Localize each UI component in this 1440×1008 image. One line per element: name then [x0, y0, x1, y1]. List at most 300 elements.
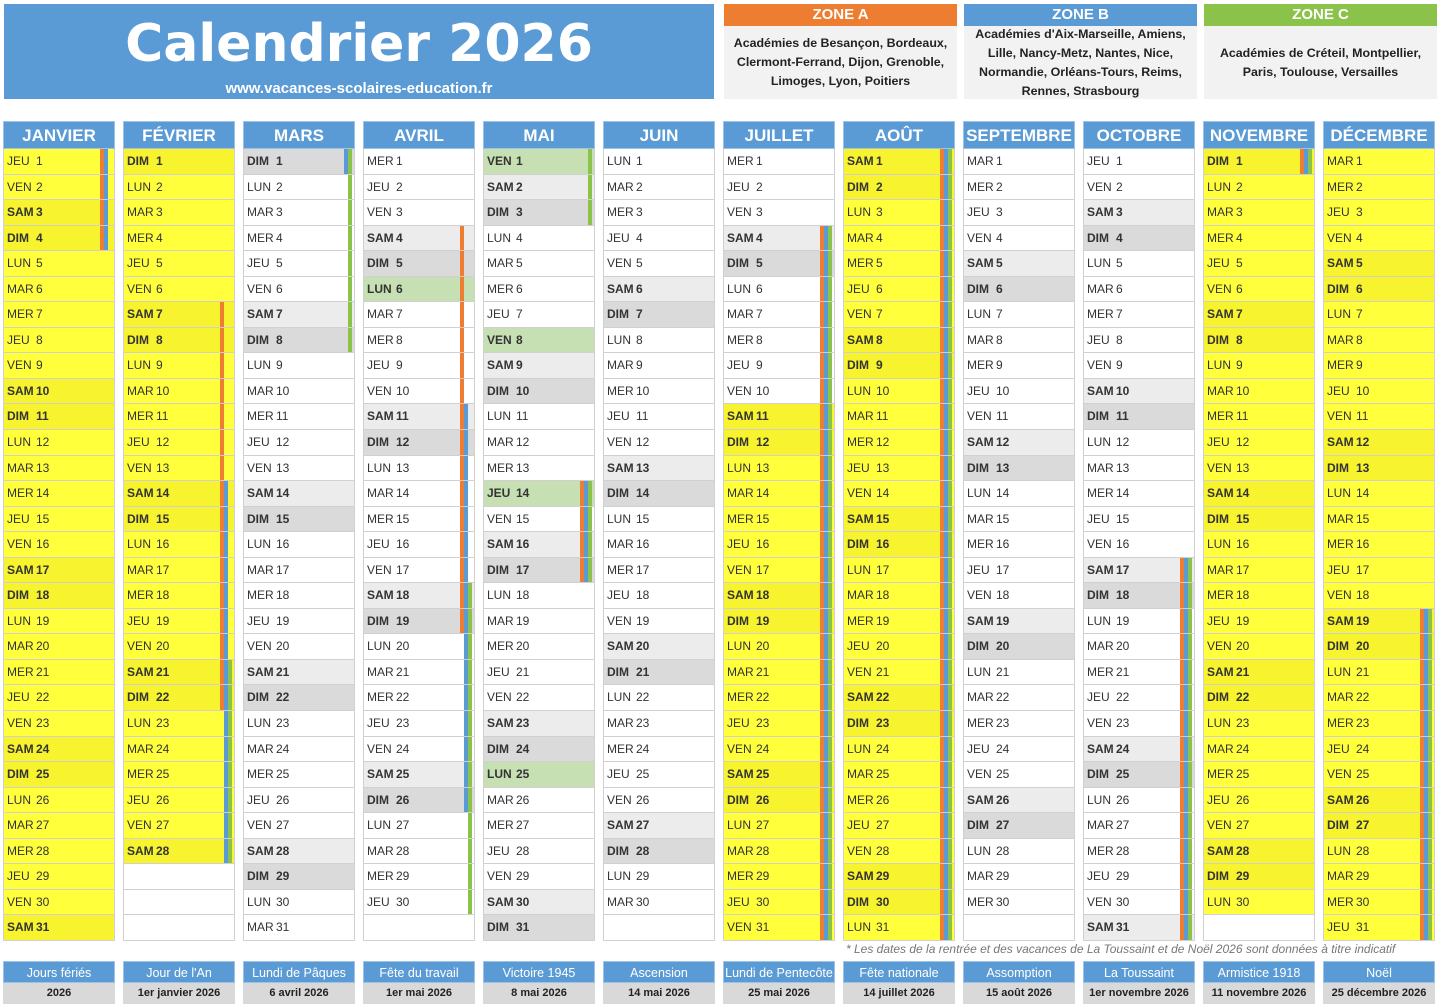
weekday-label: JEU — [1207, 256, 1230, 271]
zone-a-vacation-bar — [220, 328, 224, 354]
holiday-date: 1er mai 2026 — [363, 983, 475, 1004]
weekday-label: JEU — [847, 639, 870, 654]
day-cell — [1083, 685, 1195, 711]
weekday-label: SAM — [247, 843, 274, 858]
weekday-label: MAR — [7, 460, 34, 475]
day-number: 1 — [1116, 154, 1123, 168]
day-number: 29 — [996, 869, 1010, 884]
zone-a-vacation-bar — [460, 302, 464, 328]
weekday-label: JEU — [1327, 562, 1350, 577]
zone-c-vacation-bar — [948, 328, 952, 354]
day-number: 16 — [1356, 537, 1370, 552]
zone-c-vacation-bar — [828, 813, 832, 839]
day-cell — [843, 507, 955, 533]
weekday-label: LUN — [1207, 894, 1232, 909]
zone-c-vacation-bar — [948, 200, 952, 226]
zone-c-vacation-bar — [948, 353, 952, 379]
day-number: 26 — [516, 792, 530, 807]
day-cell — [1083, 532, 1195, 558]
weekday-label: SAM — [7, 562, 34, 577]
day-cell — [1323, 660, 1435, 686]
weekday-label: JEU — [1207, 792, 1230, 807]
weekday-label: MAR — [7, 281, 34, 296]
weekday-label: MER — [1207, 409, 1234, 424]
zone-c-vacation-bar — [948, 788, 952, 814]
day-number: 1 — [276, 154, 283, 168]
month-header: SEPTEMBRE — [963, 121, 1075, 149]
day-number: 9 — [156, 358, 163, 373]
day-cell — [3, 915, 115, 941]
day-cell — [1083, 175, 1195, 201]
weekday-label: LUN — [487, 409, 512, 424]
day-cell — [963, 890, 1075, 916]
day-cell — [1323, 890, 1435, 916]
day-number: 25 — [156, 767, 170, 782]
day-cell — [963, 507, 1075, 533]
day-number: 30 — [876, 894, 890, 909]
day-number: 30 — [516, 894, 530, 909]
day-cell — [723, 175, 835, 201]
day-cell — [483, 864, 595, 890]
weekday-label: MER — [367, 869, 394, 884]
weekday-label: SAM — [727, 588, 754, 603]
weekday-label: DIM — [847, 358, 869, 373]
weekday-label: VEN — [967, 588, 992, 603]
holiday-date: 25 mai 2026 — [723, 983, 835, 1004]
zone-c-vacation-bar — [468, 609, 472, 635]
zone-c-vacation-bar — [948, 430, 952, 456]
zone-c-vacation-bar — [588, 481, 592, 507]
day-cell — [483, 788, 595, 814]
site-url[interactable]: www.vacances-scolaires-education.fr — [225, 80, 493, 97]
day-number: 4 — [1236, 230, 1243, 245]
day-number: 20 — [636, 639, 650, 654]
zone-c-vacation-bar — [588, 175, 592, 201]
day-number: 15 — [396, 511, 410, 526]
zone-c-vacation-bar — [348, 251, 352, 277]
zone-b-vacation-bar — [104, 175, 108, 201]
day-cell — [963, 583, 1075, 609]
weekday-label: JEU — [967, 741, 990, 756]
day-number: 16 — [996, 537, 1010, 552]
day-cell — [723, 328, 835, 354]
day-cell — [1083, 762, 1195, 788]
day-cell — [1203, 634, 1315, 660]
day-cell — [123, 634, 235, 660]
day-number: 4 — [36, 230, 43, 245]
day-cell — [1083, 200, 1195, 226]
weekday-label: DIM — [1087, 409, 1109, 424]
day-cell — [963, 711, 1075, 737]
day-cell — [123, 558, 235, 584]
zone-b-vacation-bar — [464, 507, 468, 533]
weekday-label: VEN — [247, 460, 272, 475]
day-number: 24 — [156, 741, 170, 756]
day-number: 23 — [396, 716, 410, 731]
weekday-label: JEU — [727, 894, 750, 909]
holiday-name: Armistice 1918 — [1203, 961, 1315, 983]
day-number: 30 — [636, 894, 650, 909]
day-cell — [1083, 915, 1195, 941]
weekday-label: LUN — [127, 179, 152, 194]
zone-a-vacation-bar — [220, 430, 224, 456]
zone-c-vacation-bar — [228, 839, 232, 865]
weekday-label: JEU — [967, 383, 990, 398]
day-cell — [843, 226, 955, 252]
weekday-label: DIM — [1327, 460, 1349, 475]
day-cell — [3, 175, 115, 201]
zone-a-vacation-bar — [460, 277, 464, 303]
weekday-label: SAM — [1207, 843, 1234, 858]
day-cell — [1203, 481, 1315, 507]
day-number: 25 — [396, 767, 410, 782]
weekday-label: SAM — [727, 767, 754, 782]
day-cell — [1203, 609, 1315, 635]
holiday-name: Noël — [1323, 961, 1435, 983]
day-number: 4 — [996, 230, 1003, 245]
day-cell — [243, 430, 355, 456]
day-cell — [603, 788, 715, 814]
zone-c-vacation-bar — [1428, 609, 1432, 635]
day-cell — [1323, 277, 1435, 303]
day-cell — [483, 558, 595, 584]
weekday-label: JEU — [607, 230, 630, 245]
day-cell — [723, 430, 835, 456]
zone-b-vacation-bar — [104, 200, 108, 226]
day-number: 7 — [1236, 307, 1243, 322]
day-number: 6 — [1236, 281, 1243, 296]
day-number: 9 — [996, 358, 1003, 373]
day-number: 16 — [1236, 537, 1250, 552]
day-number: 5 — [36, 256, 43, 271]
day-number: 25 — [1116, 767, 1130, 782]
weekday-label: DIM — [1087, 230, 1109, 245]
zone-c-vacation-bar — [1428, 915, 1432, 941]
holiday-footer-item — [3, 961, 115, 1005]
day-number: 20 — [156, 639, 170, 654]
weekday-label: MAR — [1087, 639, 1114, 654]
weekday-label: MER — [1327, 358, 1354, 373]
day-number: 8 — [1356, 332, 1363, 347]
day-number: 1 — [156, 154, 163, 168]
day-cell — [363, 634, 475, 660]
weekday-label: SAM — [367, 588, 394, 603]
zone-c-vacation-bar — [948, 890, 952, 916]
weekday-label: DIM — [247, 332, 269, 347]
day-cell — [1203, 788, 1315, 814]
day-number: 6 — [876, 281, 883, 296]
day-cell — [843, 762, 955, 788]
day-number: 1 — [36, 154, 43, 168]
weekday-label: JEU — [967, 562, 990, 577]
day-cell — [1203, 277, 1315, 303]
day-cell — [723, 277, 835, 303]
weekday-label: VEN — [7, 358, 32, 373]
day-number: 26 — [1236, 792, 1250, 807]
day-cell — [843, 353, 955, 379]
day-cell — [723, 685, 835, 711]
zone-a-box — [724, 4, 957, 99]
zone-a-label: ZONE A — [724, 4, 957, 26]
weekday-label: VEN — [487, 869, 512, 884]
weekday-label: SAM — [1327, 792, 1354, 807]
day-number: 10 — [1236, 383, 1250, 398]
holiday-footer-item — [123, 961, 235, 1005]
weekday-label: LUN — [127, 358, 152, 373]
weekday-label: JEU — [247, 613, 270, 628]
weekday-label: DIM — [1207, 511, 1229, 526]
day-cell — [963, 660, 1075, 686]
weekday-label: SAM — [367, 767, 394, 782]
day-cell — [723, 634, 835, 660]
day-cell — [363, 481, 475, 507]
day-number: 11 — [996, 409, 1009, 424]
zone-c-vacation-bar — [828, 660, 832, 686]
day-number: 21 — [1356, 664, 1370, 679]
day-number: 6 — [156, 281, 163, 296]
weekday-label: LUN — [367, 818, 392, 833]
day-number: 6 — [636, 281, 643, 296]
day-number: 25 — [276, 767, 290, 782]
weekday-label: DIM — [7, 767, 29, 782]
day-cell — [3, 277, 115, 303]
day-number: 6 — [996, 281, 1003, 296]
day-number: 23 — [636, 716, 650, 731]
day-cell — [963, 226, 1075, 252]
day-cell — [243, 685, 355, 711]
day-cell — [1323, 302, 1435, 328]
zone-c-vacation-bar — [948, 226, 952, 252]
weekday-label: DIM — [127, 690, 149, 705]
day-cell — [483, 430, 595, 456]
day-cell — [363, 558, 475, 584]
day-number: 28 — [1116, 843, 1130, 858]
weekday-label: SAM — [847, 869, 874, 884]
weekday-label: MER — [247, 409, 274, 424]
weekday-label: MAR — [247, 920, 274, 935]
weekday-label: SAM — [967, 613, 994, 628]
day-number: 18 — [156, 588, 170, 603]
day-number: 9 — [276, 358, 283, 373]
day-number: 5 — [1356, 256, 1363, 271]
day-number: 30 — [1236, 894, 1250, 909]
day-number: 22 — [996, 690, 1010, 705]
zone-c-vacation-bar — [948, 404, 952, 430]
day-number: 25 — [1356, 767, 1370, 782]
day-number: 4 — [1116, 230, 1123, 245]
day-cell — [1083, 660, 1195, 686]
weekday-label: VEN — [607, 435, 632, 450]
day-number: 19 — [876, 613, 890, 628]
weekday-label: MAR — [127, 562, 154, 577]
day-number: 19 — [996, 613, 1010, 628]
day-number: 31 — [876, 920, 890, 935]
weekday-label: MAR — [847, 409, 874, 424]
weekday-label: LUN — [847, 741, 872, 756]
day-cell — [243, 175, 355, 201]
day-number: 24 — [36, 741, 50, 756]
day-cell — [1203, 864, 1315, 890]
day-number: 14 — [756, 486, 770, 501]
zone-c-vacation-bar — [228, 788, 232, 814]
weekday-label: MER — [487, 818, 514, 833]
holiday-name: Jours fériés — [3, 961, 115, 983]
day-cell — [483, 839, 595, 865]
day-number: 21 — [396, 664, 410, 679]
day-cell — [1203, 839, 1315, 865]
zone-a-vacation-bar — [100, 226, 104, 252]
zone-b-vacation-bar — [224, 583, 228, 609]
weekday-label: JEU — [607, 767, 630, 782]
day-cell — [963, 277, 1075, 303]
day-cell — [483, 711, 595, 737]
zone-c-label: ZONE C — [1204, 4, 1437, 26]
day-cell — [1203, 379, 1315, 405]
day-cell — [243, 200, 355, 226]
weekday-label: LUN — [1327, 843, 1352, 858]
day-number: 17 — [1116, 562, 1130, 577]
day-number: 10 — [1356, 383, 1370, 398]
empty-cell — [123, 915, 235, 941]
weekday-label: VEN — [7, 894, 32, 909]
day-cell — [3, 737, 115, 763]
day-cell — [1083, 609, 1195, 635]
day-cell — [243, 328, 355, 354]
day-cell — [3, 379, 115, 405]
zone-c-vacation-bar — [828, 685, 832, 711]
day-cell — [1203, 430, 1315, 456]
zone-c-vacation-bar — [948, 481, 952, 507]
day-cell — [1323, 456, 1435, 482]
day-number: 27 — [156, 818, 170, 833]
day-cell — [1083, 456, 1195, 482]
weekday-label: DIM — [607, 486, 629, 501]
day-number: 13 — [396, 460, 410, 475]
zone-c-vacation-bar — [468, 788, 472, 814]
weekday-label: VEN — [1087, 537, 1112, 552]
weekday-label: JEU — [7, 690, 30, 705]
weekday-label: SAM — [247, 307, 274, 322]
day-cell — [483, 890, 595, 916]
day-cell — [123, 175, 235, 201]
weekday-label: SAM — [247, 664, 274, 679]
weekday-label: VEN — [367, 741, 392, 756]
weekday-label: MER — [127, 767, 154, 782]
day-cell — [363, 200, 475, 226]
day-cell — [363, 149, 475, 175]
day-number: 17 — [156, 562, 170, 577]
day-cell — [243, 711, 355, 737]
day-number: 29 — [876, 869, 890, 884]
day-cell — [843, 175, 955, 201]
day-number: 28 — [156, 843, 170, 858]
day-number: 19 — [1236, 613, 1250, 628]
weekday-label: JEU — [727, 179, 750, 194]
weekday-label: MAR — [607, 358, 634, 373]
day-number: 30 — [1356, 894, 1370, 909]
day-number: 27 — [516, 818, 530, 833]
day-cell — [1083, 481, 1195, 507]
weekday-label: JEU — [247, 435, 270, 450]
day-number: 17 — [756, 562, 770, 577]
weekday-label: DIM — [127, 154, 149, 168]
holiday-name: Fête du travail — [363, 961, 475, 983]
day-cell — [123, 762, 235, 788]
weekday-label: MAR — [847, 767, 874, 782]
day-cell — [603, 404, 715, 430]
day-cell — [843, 890, 955, 916]
day-number: 30 — [756, 894, 770, 909]
zone-c-vacation-bar — [948, 251, 952, 277]
empty-cell — [123, 890, 235, 916]
day-number: 18 — [636, 588, 650, 603]
day-number: 18 — [396, 588, 410, 603]
weekday-label: JEU — [1327, 741, 1350, 756]
weekday-label: MAR — [967, 869, 994, 884]
day-cell — [603, 583, 715, 609]
holiday-date: 1er novembre 2026 — [1083, 983, 1195, 1004]
day-number: 24 — [1236, 741, 1250, 756]
day-cell — [1323, 634, 1435, 660]
weekday-label: SAM — [847, 332, 874, 347]
weekday-label: DIM — [7, 230, 29, 245]
day-number: 15 — [876, 511, 890, 526]
weekday-label: LUN — [1207, 716, 1232, 731]
weekday-label: LUN — [247, 537, 272, 552]
zone-c-vacation-bar — [948, 685, 952, 711]
zone-b-vacation-bar — [464, 558, 468, 584]
weekday-label: JEU — [1327, 920, 1350, 935]
weekday-label: SAM — [607, 460, 634, 475]
day-cell — [243, 507, 355, 533]
month-header: JUILLET — [723, 121, 835, 149]
zone-a-vacation-bar — [220, 379, 224, 405]
weekday-label: JEU — [367, 179, 390, 194]
empty-cell — [123, 864, 235, 890]
day-cell — [963, 481, 1075, 507]
day-number: 21 — [1116, 664, 1130, 679]
weekday-label: JEU — [1207, 435, 1230, 450]
zone-c-vacation-bar — [468, 660, 472, 686]
day-cell — [843, 430, 955, 456]
weekday-label: MAR — [367, 307, 394, 322]
weekday-label: MER — [367, 690, 394, 705]
zone-a-description: Académies de Besançon, Bordeaux, Clermont-Ferrand, Dijon, Grenoble, Limoges, Lyon, Poitiers — [733, 36, 948, 88]
weekday-label: LUN — [127, 537, 152, 552]
weekday-label: DIM — [367, 435, 389, 450]
zone-b-vacation-bar — [224, 481, 228, 507]
weekday-label: MER — [247, 230, 274, 245]
day-cell — [483, 149, 595, 175]
weekday-label: SAM — [367, 230, 394, 245]
weekday-label: DIM — [1087, 767, 1109, 782]
day-number: 1 — [876, 154, 883, 168]
day-number: 26 — [636, 792, 650, 807]
weekday-label: DIM — [607, 843, 629, 858]
day-cell — [363, 277, 475, 303]
day-number: 17 — [996, 562, 1010, 577]
holiday-footer-item — [843, 961, 955, 1005]
zone-b-vacation-bar — [224, 609, 228, 635]
day-number: 24 — [396, 741, 410, 756]
weekday-label: DIM — [607, 664, 629, 679]
empty-cell — [363, 915, 475, 941]
day-number: 17 — [396, 562, 410, 577]
day-cell — [3, 839, 115, 865]
day-number: 6 — [1356, 281, 1363, 296]
day-cell — [1083, 711, 1195, 737]
day-number: 25 — [756, 767, 770, 782]
